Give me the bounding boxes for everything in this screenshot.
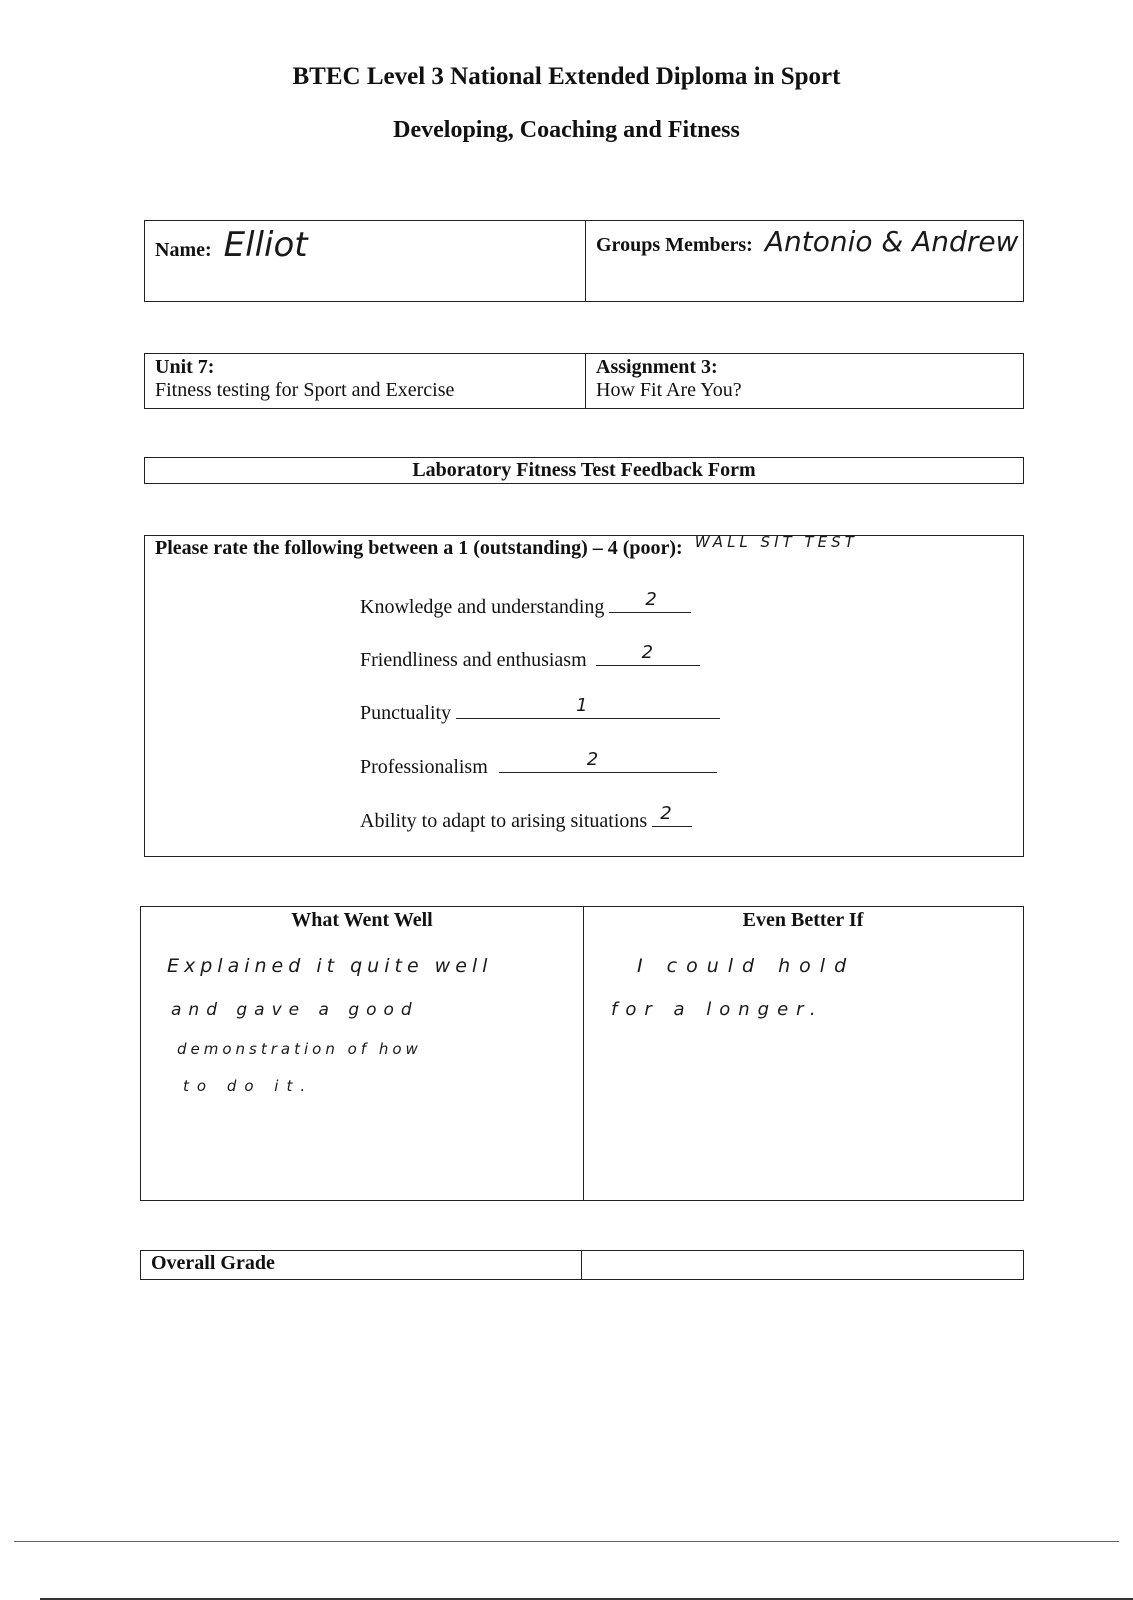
ebi-line-1: I could hold	[637, 955, 856, 977]
feedback-box	[140, 906, 1024, 1201]
ebi-heading: Even Better If	[742, 909, 864, 931]
assignment-title: How Fit Are You?	[596, 379, 742, 401]
unit-assignment-box	[144, 353, 1024, 409]
name-label: Name:	[155, 239, 212, 261]
rating-value-punctuality[interactable]: 1	[576, 695, 588, 716]
rating-value-friendliness[interactable]: 2	[641, 642, 654, 663]
www-line-2: and gave a good	[171, 1000, 419, 1020]
rating-label-adaptability: Ability to adapt to arising situations	[360, 810, 648, 832]
www-line-1: Explained it quite well	[167, 955, 493, 977]
rating-label-friendliness: Friendliness and enthusiasm	[360, 649, 587, 671]
rating-instruction: Please rate the following between a 1 (outstanding) – 4 (poor):	[155, 537, 683, 559]
name-value[interactable]: Elliot	[223, 225, 308, 265]
rating-row-punctuality	[360, 696, 720, 725]
rating-label-professionalism: Professionalism	[360, 756, 488, 778]
rating-value-professionalism[interactable]: 2	[586, 749, 599, 770]
overall-grade-label: Overall Grade	[151, 1252, 275, 1274]
www-line-3: demonstration of how	[177, 1040, 422, 1058]
form-title-box	[144, 457, 1024, 484]
assignment-label: Assignment 3:	[596, 356, 718, 378]
rating-label-punctuality: Punctuality	[360, 702, 452, 724]
overall-grade-value[interactable]	[591, 1252, 1011, 1278]
www-line-4: to do it.	[183, 1077, 314, 1095]
test-name: WALL SIT TEST	[694, 533, 858, 551]
group-members-value[interactable]: Antonio & Andrew	[764, 225, 1019, 258]
name-group-box	[144, 220, 1024, 302]
rating-row-professionalism	[360, 750, 717, 779]
unit-title: Fitness testing for Sport and Exercise	[155, 379, 455, 401]
ebi-line-2: for a longer.	[611, 999, 824, 1020]
document-title: BTEC Level 3 National Extended Diploma in Sport	[292, 63, 841, 90]
www-heading: What Went Well	[291, 909, 433, 931]
form-title: Laboratory Fitness Test Feedback Form	[412, 459, 756, 481]
rating-label-knowledge: Knowledge and understanding	[360, 596, 605, 618]
group-members-label: Groups Members:	[596, 234, 753, 256]
document-subtitle: Developing, Coaching and Fitness	[393, 117, 740, 143]
unit-label: Unit 7:	[155, 356, 215, 378]
rating-value-adaptability[interactable]: 2	[660, 803, 672, 824]
scan-rule-upper	[14, 1541, 1119, 1542]
rating-row-knowledge	[360, 590, 691, 619]
rating-row-friendliness	[360, 643, 700, 672]
rating-value-knowledge[interactable]: 2	[645, 589, 657, 610]
rating-row-adaptability	[360, 804, 692, 833]
overall-grade-box	[140, 1250, 1024, 1280]
